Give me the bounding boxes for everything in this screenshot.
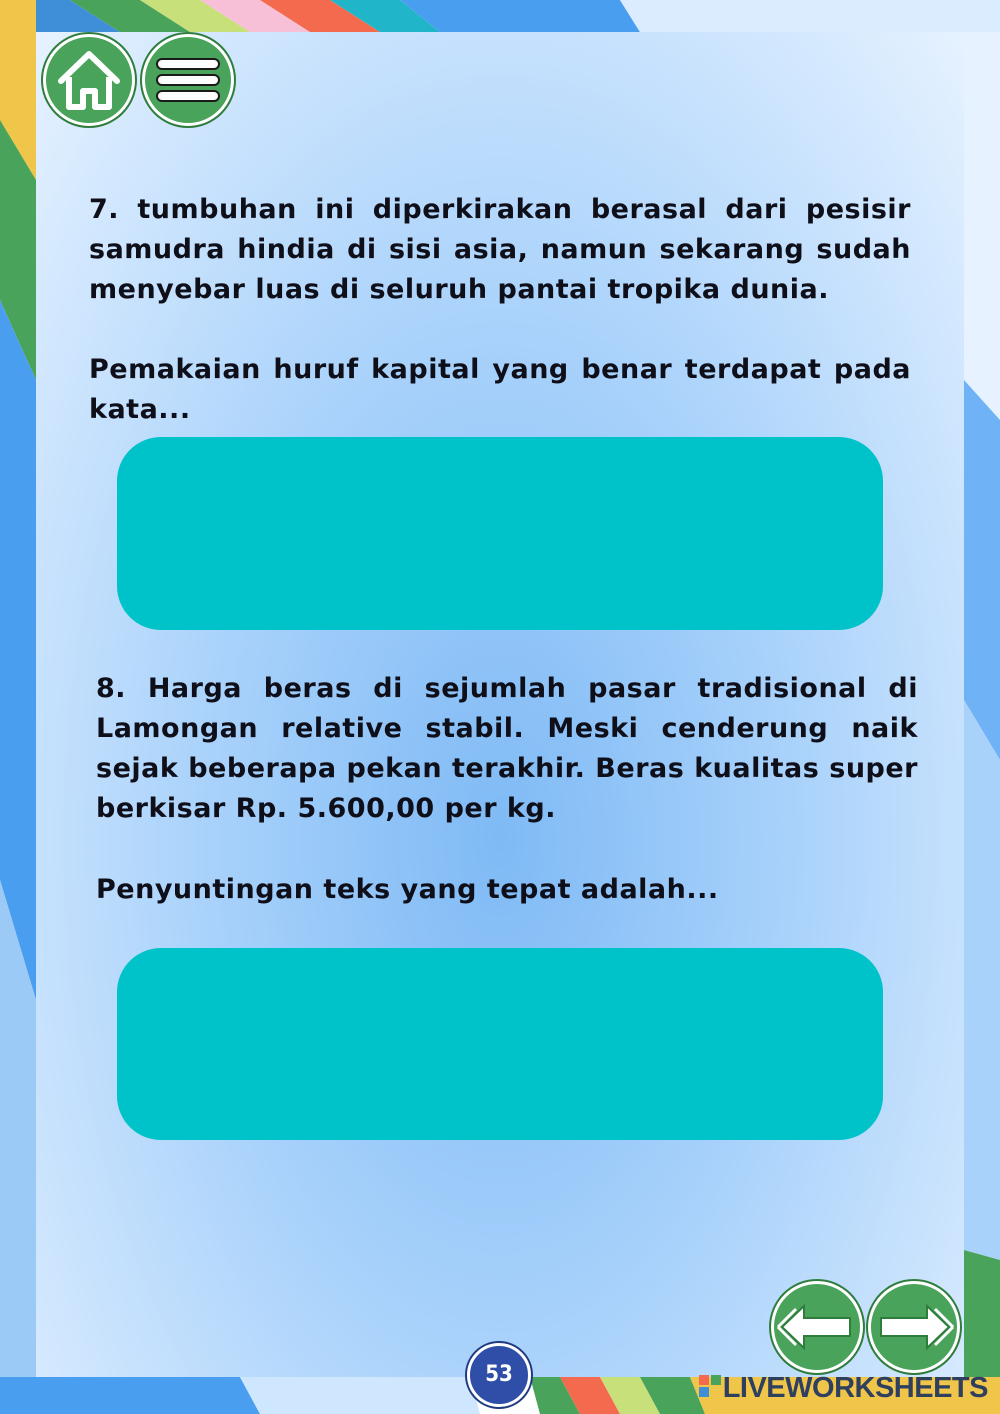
- arrow-right-icon: [871, 1284, 957, 1370]
- liveworksheets-logo: [699, 1372, 988, 1405]
- liveworksheets-mark-icon: [699, 1375, 721, 1397]
- answer-box-7[interactable]: [117, 437, 883, 630]
- question-8-prompt: Penyuntingan teks yang tepat adalah...: [96, 874, 719, 905]
- question-7-text: 7. tumbuhan ini diperkirakan berasal dari pesisir samudra hindia di sisi asia, namun sekarang sudah menyebar luas di seluruh pantai tropika dunia.: [89, 194, 911, 305]
- answer-box-8[interactable]: [117, 948, 883, 1140]
- arrow-left-icon: [774, 1284, 860, 1370]
- home-icon: [46, 37, 132, 123]
- question-7-prompt: Pemakaian huruf kapital yang benar terdapat pada kata...: [89, 354, 911, 425]
- previous-page-button[interactable]: [771, 1281, 863, 1373]
- next-page-button[interactable]: [868, 1281, 960, 1373]
- brand-text: LIVEWORKSHEETS: [722, 1372, 988, 1404]
- hamburger-menu-icon: [145, 37, 231, 123]
- menu-button[interactable]: [142, 34, 234, 126]
- question-8-text: 8. Harga beras di sejumlah pasar tradisional di Lamongan relative stabil. Meski cenderung naik sejak beberapa pekan terakhir. Beras kualitas super berkisar Rp. 5.600,00 per kg.: [96, 673, 918, 824]
- page-number-badge: 53: [467, 1343, 531, 1407]
- home-button[interactable]: [43, 34, 135, 126]
